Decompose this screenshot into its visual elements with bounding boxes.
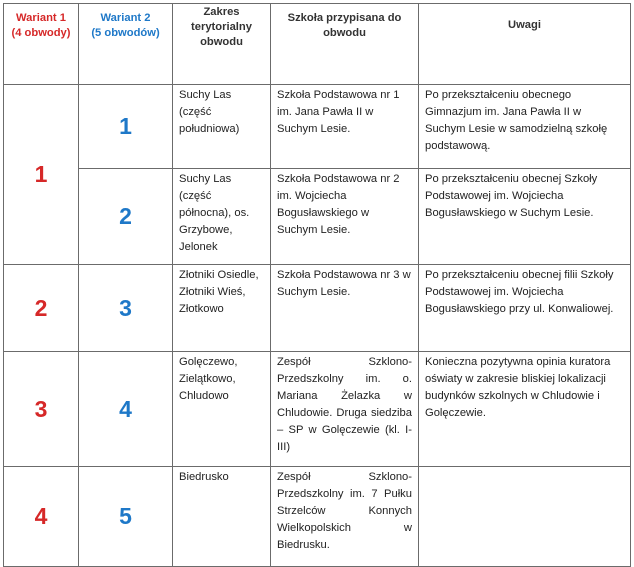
zakres-cell: Suchy Las (część północna), os. Grzybowe, Jelonek	[173, 169, 271, 265]
szkola-cell: Szkoła Podstawowa nr 1 im. Jana Pawła II w Suchym Lesie.	[271, 85, 419, 169]
uwagi-cell	[419, 467, 631, 567]
uwagi-cell: Konieczna pozytywna opinia kuratora oświaty w zakresie bliskiej lokalizacji budynków szkolnych w Chludowie i Golęczewie.	[419, 352, 631, 467]
zakres-cell: Suchy Las (część południowa)	[173, 85, 271, 169]
wariant2-cell: 4	[79, 352, 173, 467]
table-row	[4, 352, 631, 467]
header-szkola-label: Szkoła przypisana do obwodu	[287, 12, 402, 39]
zakres-cell: Golęczewo, Zielątkowo, Chludowo	[173, 352, 271, 467]
uwagi-cell: Po przekształceniu obecnej filii Szkoły Podstawowej im. Wojciecha Bogusławskiego przy ul. Konwaliowej.	[419, 265, 631, 352]
header-wariant1-sub: (4 obwody)	[11, 27, 71, 39]
szkola-cell: Zespół Szklono-Przedszkolny im. 7 Pułku Strzelców Konnych Wielkopolskich w Biedrusku.	[271, 467, 419, 567]
zakres-cell: Biedrusko	[173, 467, 271, 567]
table-row	[4, 169, 631, 265]
table-row	[4, 467, 631, 567]
districts-table	[3, 3, 631, 567]
header-uwagi	[419, 4, 631, 85]
wariant1-cell: 1	[4, 85, 79, 265]
wariant2-cell: 2	[79, 169, 173, 265]
header-row	[4, 4, 631, 85]
zakres-cell: Złotniki Osiedle, Złotniki Wieś, Złotkowo	[173, 265, 271, 352]
table-row	[4, 85, 631, 169]
wariant2-cell: 1	[79, 85, 173, 169]
wariant2-cell: 5	[79, 467, 173, 567]
uwagi-cell: Po przekształceniu obecnej Szkoły Podstawowej im. Wojciecha Bogusławskiego w Suchym Lesie.	[419, 169, 631, 265]
header-szkola	[271, 4, 419, 85]
header-zakres	[173, 4, 271, 85]
wariant2-cell: 3	[79, 265, 173, 352]
header-wariant2-title: Wariant 2	[100, 12, 151, 24]
table-row	[4, 265, 631, 352]
szkola-cell: Zespół Szklono-Przedszkolny im. o. Mariana Żelazka w Chludowie. Druga siedziba – SP w Golęczewie (kl. I-III)	[271, 352, 419, 467]
uwagi-cell: Po przekształceniu obecnego Gimnazjum im. Jana Pawła II w Suchym Lesie w samodzielną szkołę podstawową.	[419, 85, 631, 169]
header-uwagi-label: Uwagi	[508, 19, 541, 31]
header-wariant1-title: Wariant 1	[16, 12, 66, 24]
szkola-cell: Szkoła Podstawowa nr 3 w Suchym Lesie.	[271, 265, 419, 352]
header-wariant1	[4, 4, 79, 85]
header-wariant2	[79, 4, 173, 85]
wariant1-cell: 3	[4, 352, 79, 467]
header-zakres-label: Zakres terytorialny obwodu	[191, 6, 252, 48]
szkola-cell: Szkoła Podstawowa nr 2 im. Wojciecha Bogusławskiego w Suchym Lesie.	[271, 169, 419, 265]
wariant1-cell: 2	[4, 265, 79, 352]
wariant1-cell: 4	[4, 467, 79, 567]
header-wariant2-sub: (5 obwodów)	[91, 27, 160, 39]
